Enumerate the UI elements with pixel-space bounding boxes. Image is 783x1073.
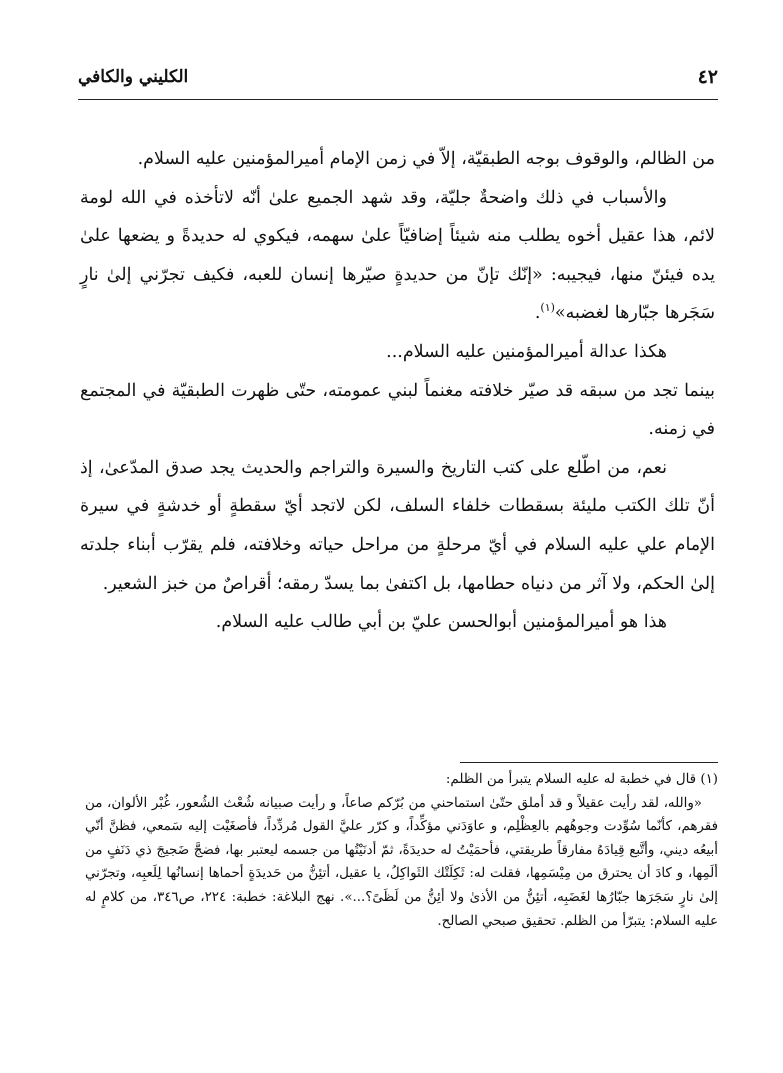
footnote-1-quote: «والله، لقد رأيت عقيلاً و قد أملق حتّىٰ استماحني من بُرّكم صاعاً، و رأيت صبيانه شُعْث الشُعور، غُبْر الألوان، من فقرهم، كأنّما سُوِّدت وجوهُهم بالعِظْلِم، و عاوَدَني مؤكِّداً، و كرّر عليَّ القول مُردِّداً، فأصغَيْت إليه سَمعي، فظنَّ أنّي أبيعُه ديني، وأتَّبع قِيادَهُ مفارقاً طريقتي، فأحمَيْتُ له حديدَةً، ثمّ أدنَيْتُها من جسمه ليعتبر بها، فضجَّ ضَجيجَ ذي دَنَفٍ من ألَمِها، و كادَ أن يحترق من مِيْسَمِها، فقلت له: ثَكِلَتْك الثَواكِلُ، يا عقيل، أتئِنُّ من حَديدَةٍ أحماها إنسانُها لِلَعبِه، وتجرّني إلىٰ نارٍ سَجَرَها جبّارُها لغَضَبِه، أتئِنُّ من الأذىٰ ولا أئِنُّ من لَظَىً؟...». نهج البلاغة: خطبة: ٢٢٤، ص٣٤٦، من كلامٍ له عليه السلام: يتبرّأ من الظلم. تحقيق صبحي الصالح. (85, 795, 718, 929)
header-divider (78, 99, 718, 100)
page-number: ٤٢ (697, 66, 718, 88)
running-title: الكليني والكافي (78, 67, 189, 87)
paragraph-3: هكذا عدالة أميرالمؤمنين عليه السلام... (386, 341, 667, 362)
paragraph-2-text: والأسباب في ذلك واضحةٌ جليّة، وقد شهد الجميع علىٰ أنّه لاتأخذه في الله لومة لائم، هذا عقيل أخوه يطلب منه شيئاً إضافيّاً علىٰ سهمه، فيكوي له حديدةً و يضعها علىٰ يده فيئنّ منها، فيجيبه: «إنّك تإنّ من حديدةٍ صيّرها إنسان للعبه، فكيف تجرّني إلىٰ نارٍ سَجَرها جبّارها لغضبه» (80, 187, 715, 324)
paragraph-2-end: . (534, 303, 541, 324)
body-text (80, 140, 715, 642)
footnotes (85, 768, 718, 933)
paragraph-4: بينما تجد من سبقه قد صيّر خلافته مغنماً لبني عمومته، حتّى ظهرت الطبقيّة في المجتمع في زمنه. (80, 380, 715, 440)
footnote-marker: (١) (540, 301, 555, 315)
page-header (78, 58, 718, 96)
paragraph-6: هذا هو أميرالمؤمنين أبوالحسن عليّ بن أبي طالب عليه السلام. (215, 612, 667, 633)
paragraph-2 (80, 179, 715, 333)
footnote-1-intro: (١) قال في خطبة له عليه السلام يتبرأ من الظلم: (445, 772, 718, 787)
footnote-divider (460, 762, 718, 763)
paragraph-5: نعم، من اطّلع على كتب التاريخ والسيرة والتراجم والحديث يجد صدق المدّعىٰ، إذ أنّ تلك الكتب مليئة بسقطات خلفاء السلف، لكن لاتجد أيّ سقطةٍ أو خدشةٍ في سيرة الإمام علي عليه السلام في أيّ مرحلةٍ من مراحل حياته وخلافته، فلم يقرّب أبناء جلدته إلىٰ الحكم، ولا آثر من دنياه حطامها، بل اكتفىٰ بما يسدّ رمقه؛ أقراصٌ من خبز الشعير. (80, 457, 715, 594)
paragraph-1: من الظالم، والوقوف بوجه الطبقيّة، إلاّ في زمن الإمام أميرالمؤمنين عليه السلام. (137, 149, 715, 169)
